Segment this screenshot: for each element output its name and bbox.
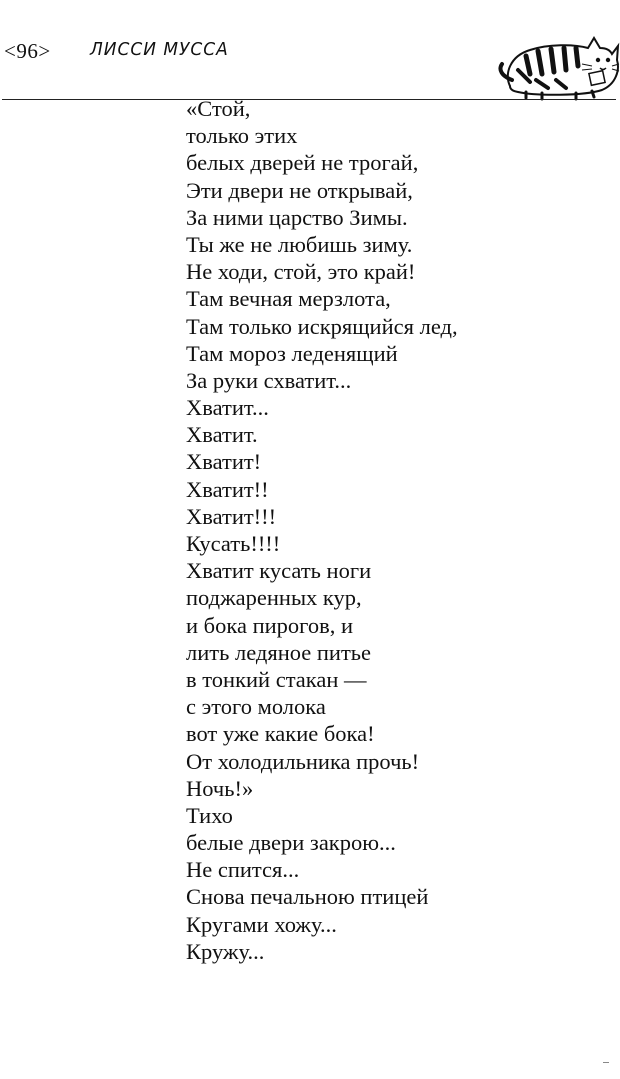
poem-line: лить ледяное питье	[186, 639, 372, 665]
poem-line: с этого молока	[186, 694, 326, 720]
running-head-author: ЛИССИ МУССА	[90, 39, 229, 61]
striped-cat-icon	[496, 30, 620, 102]
poem-line: в тонкий стакан —	[186, 666, 367, 692]
poem-line: Кругами хожу...	[186, 911, 337, 937]
poem-line: Хватит...	[186, 395, 269, 421]
poem-line: и бока пирогов, и	[186, 612, 353, 638]
poem-line: «Стой,	[186, 96, 251, 121]
poem-line: Ночь!»	[186, 775, 254, 801]
scan-mark	[603, 1062, 609, 1063]
poem-line: Там вечная мерзлота,	[186, 286, 391, 312]
poem-line: Хватит кусать ноги	[186, 558, 372, 584]
poem-line: От холодильника прочь!	[186, 748, 420, 774]
poem-line: Хватит!!!	[186, 503, 277, 529]
poem-line: вот уже какие бока!	[186, 721, 375, 747]
page-number: <96>	[4, 39, 51, 63]
poem-line: Хватит.	[186, 422, 258, 448]
poem-line: Хватит!!	[186, 476, 269, 502]
poem-text	[186, 95, 458, 965]
poem-line: Кусать!!!!	[186, 531, 281, 556]
poem-line: белых дверей не трогай,	[186, 150, 419, 176]
poem-line: За руки схватит...	[186, 367, 352, 393]
poem-line: Ты же не любишь зиму.	[186, 231, 413, 257]
poem-line: Не спится...	[186, 857, 300, 883]
page-header	[0, 30, 620, 74]
poem-line: Хватит!	[186, 449, 262, 475]
poem-line: Тихо	[186, 802, 233, 828]
poem-line: Там только искрящийся лед,	[186, 313, 458, 339]
poem-line: белые двери закрою...	[186, 830, 396, 856]
poem-line: За ними царство Зимы.	[186, 204, 408, 230]
poem-line: Снова печальною птицей	[186, 884, 429, 910]
poem-line: поджаренных кур,	[186, 585, 362, 611]
poem-line: Эти двери не открывай,	[186, 177, 413, 203]
poem-line: Там мороз леденящий	[186, 340, 398, 366]
poem-line: Кружу...	[186, 938, 265, 964]
poem-line: Не ходи, стой, это край!	[186, 259, 416, 285]
poem-line: только этих	[186, 123, 298, 149]
